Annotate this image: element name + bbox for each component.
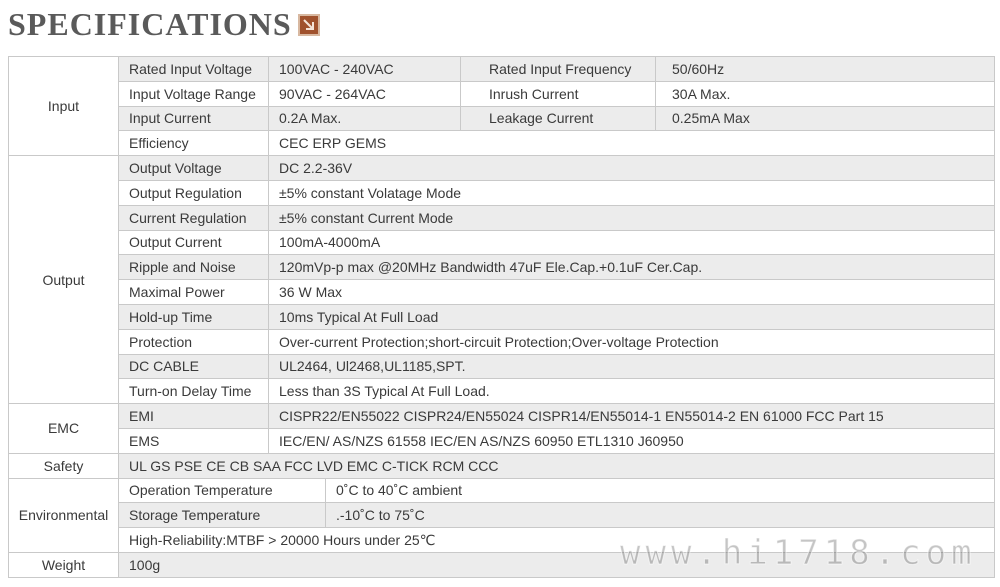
row-value: 120mVp-p max @20MHz Bandwidth 47uF Ele.Cap.+0.1uF Cer.Cap. (269, 255, 995, 280)
table-row (9, 106, 995, 131)
category-emc: EMC (9, 404, 119, 454)
category-output: Output (9, 156, 119, 404)
row-value: IEC/EN/ AS/NZS 61558 IEC/EN AS/NZS 60950 ETL1310 J60950 (269, 428, 995, 453)
page-title: SPECIFICATIONS (8, 5, 292, 42)
row-value: 0˚C to 40˚C ambient (326, 478, 995, 503)
row-label: Hold-up Time (119, 304, 269, 329)
row-value: DC 2.2-36V (269, 156, 995, 181)
row-label: Efficiency (119, 131, 269, 156)
row-label: Leakage Current (461, 106, 656, 131)
category-weight: Weight (9, 552, 119, 577)
table-row (9, 156, 995, 181)
table-row (9, 131, 995, 156)
table-row (9, 453, 995, 478)
row-value: ±5% constant Volatage Mode (269, 180, 995, 205)
row-value: 100VAC - 240VAC (269, 57, 461, 82)
table-row (9, 230, 995, 255)
header (8, 4, 320, 44)
row-label: Storage Temperature (119, 503, 326, 528)
row-label: EMS (119, 428, 269, 453)
specifications-table (8, 56, 995, 578)
table-row (9, 304, 995, 329)
row-value: 36 W Max (269, 280, 995, 305)
table-row (9, 280, 995, 305)
table-row (9, 255, 995, 280)
row-value: UL2464, Ul2468,UL1185,SPT. (269, 354, 995, 379)
row-value: 50/60Hz (656, 57, 995, 82)
row-value: 0.25mA Max (656, 106, 995, 131)
category-safety: Safety (9, 453, 119, 478)
table-row (9, 57, 995, 82)
table-row (9, 503, 995, 528)
row-value: Over-current Protection;short-circuit Protection;Over-voltage Protection (269, 329, 995, 354)
table-row (9, 180, 995, 205)
watermark: www.hi1718.com (620, 533, 977, 573)
table-row (9, 205, 995, 230)
row-value: 30A Max. (656, 81, 995, 106)
row-value: UL GS PSE CE CB SAA FCC LVD EMC C-TICK RCM CCC (119, 453, 995, 478)
row-value: ±5% constant Current Mode (269, 205, 995, 230)
row-value: High-Reliability:MTBF > 20000 Hours under 25℃ (119, 528, 995, 553)
row-value: 10ms Typical At Full Load (269, 304, 995, 329)
category-input: Input (9, 57, 119, 156)
row-label: Rated Input Frequency (461, 57, 656, 82)
row-value: 100g (119, 552, 995, 577)
table-row (9, 379, 995, 404)
row-label: Inrush Current (461, 81, 656, 106)
row-label: Output Regulation (119, 180, 269, 205)
category-environmental: Environmental (9, 478, 119, 552)
row-label: Protection (119, 329, 269, 354)
row-value: .-10˚C to 75˚C (326, 503, 995, 528)
row-label: DC CABLE (119, 354, 269, 379)
table-row (9, 404, 995, 429)
row-label: Input Current (119, 106, 269, 131)
arrow-icon (298, 14, 320, 36)
row-value: 100mA-4000mA (269, 230, 995, 255)
row-value: Less than 3S Typical At Full Load. (269, 379, 995, 404)
table-row (9, 354, 995, 379)
table-row (9, 428, 995, 453)
row-label: Output Current (119, 230, 269, 255)
row-label: Maximal Power (119, 280, 269, 305)
row-label: Input Voltage Range (119, 81, 269, 106)
row-label: Output Voltage (119, 156, 269, 181)
table-row (9, 329, 995, 354)
row-label: Turn-on Delay Time (119, 379, 269, 404)
table-row (9, 81, 995, 106)
row-label: Rated Input Voltage (119, 57, 269, 82)
row-label: EMI (119, 404, 269, 429)
row-value: CISPR22/EN55022 CISPR24/EN55024 CISPR14/EN55014-1 EN55014-2 EN 61000 FCC Part 15 (269, 404, 995, 429)
row-value: CEC ERP GEMS (269, 131, 995, 156)
row-value: 90VAC - 264VAC (269, 81, 461, 106)
row-label: Operation Temperature (119, 478, 326, 503)
row-value: 0.2A Max. (269, 106, 461, 131)
row-label: Current Regulation (119, 205, 269, 230)
row-label: Ripple and Noise (119, 255, 269, 280)
table-row (9, 478, 995, 503)
